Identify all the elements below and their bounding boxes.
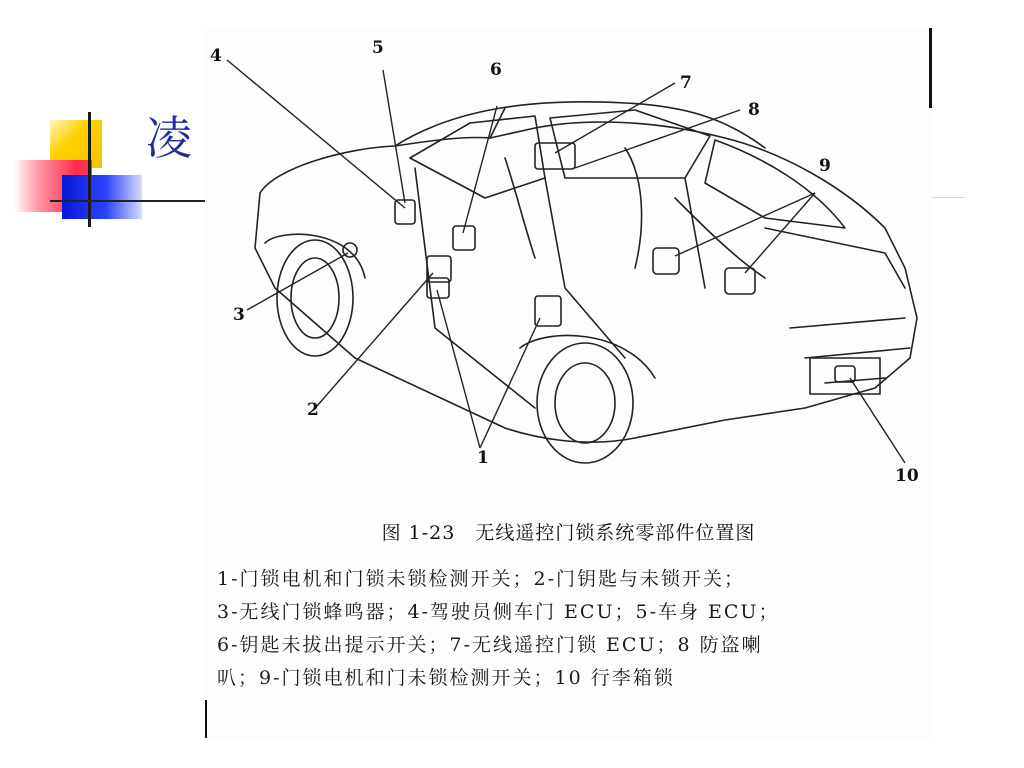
scan-edge xyxy=(205,700,207,738)
callout-10: 10 xyxy=(895,466,919,486)
callout-6: 6 xyxy=(490,60,502,80)
scan-edge xyxy=(929,28,932,108)
callout-5: 5 xyxy=(372,38,384,58)
car-diagram-figure xyxy=(205,28,932,740)
legend-line: 叭；9-门锁电机和门未锁检测开关；10 行李箱锁 xyxy=(217,667,675,689)
decor-square-blue xyxy=(62,175,142,219)
callout-7: 7 xyxy=(680,73,692,93)
decor-horizontal-line xyxy=(50,200,220,202)
callout-2: 2 xyxy=(307,400,319,420)
legend-line: 6-钥匙未拔出提示开关；7-无线遥控门锁 ECU；8 防盗喇 xyxy=(217,634,763,656)
callout-1: 1 xyxy=(477,448,489,468)
callout-8: 8 xyxy=(748,100,760,120)
figure-legend xyxy=(217,563,929,695)
callout-4: 4 xyxy=(210,46,222,66)
figure-caption: 图 1-23 无线遥控门锁系统零部件位置图 xyxy=(381,522,756,544)
legend-line: 1-门锁电机和门锁未锁检测开关；2-门钥匙与未锁开关； xyxy=(217,568,746,590)
slide-title: 凌 xyxy=(146,111,192,165)
decor-vertical-line xyxy=(88,112,91,227)
legend-line: 3-无线门锁蜂鸣器；4-驾驶员侧车门 ECU；5-车身 ECU； xyxy=(217,601,780,623)
callout-3: 3 xyxy=(233,305,245,325)
callout-9: 9 xyxy=(819,156,831,176)
car-drawing xyxy=(205,28,932,508)
